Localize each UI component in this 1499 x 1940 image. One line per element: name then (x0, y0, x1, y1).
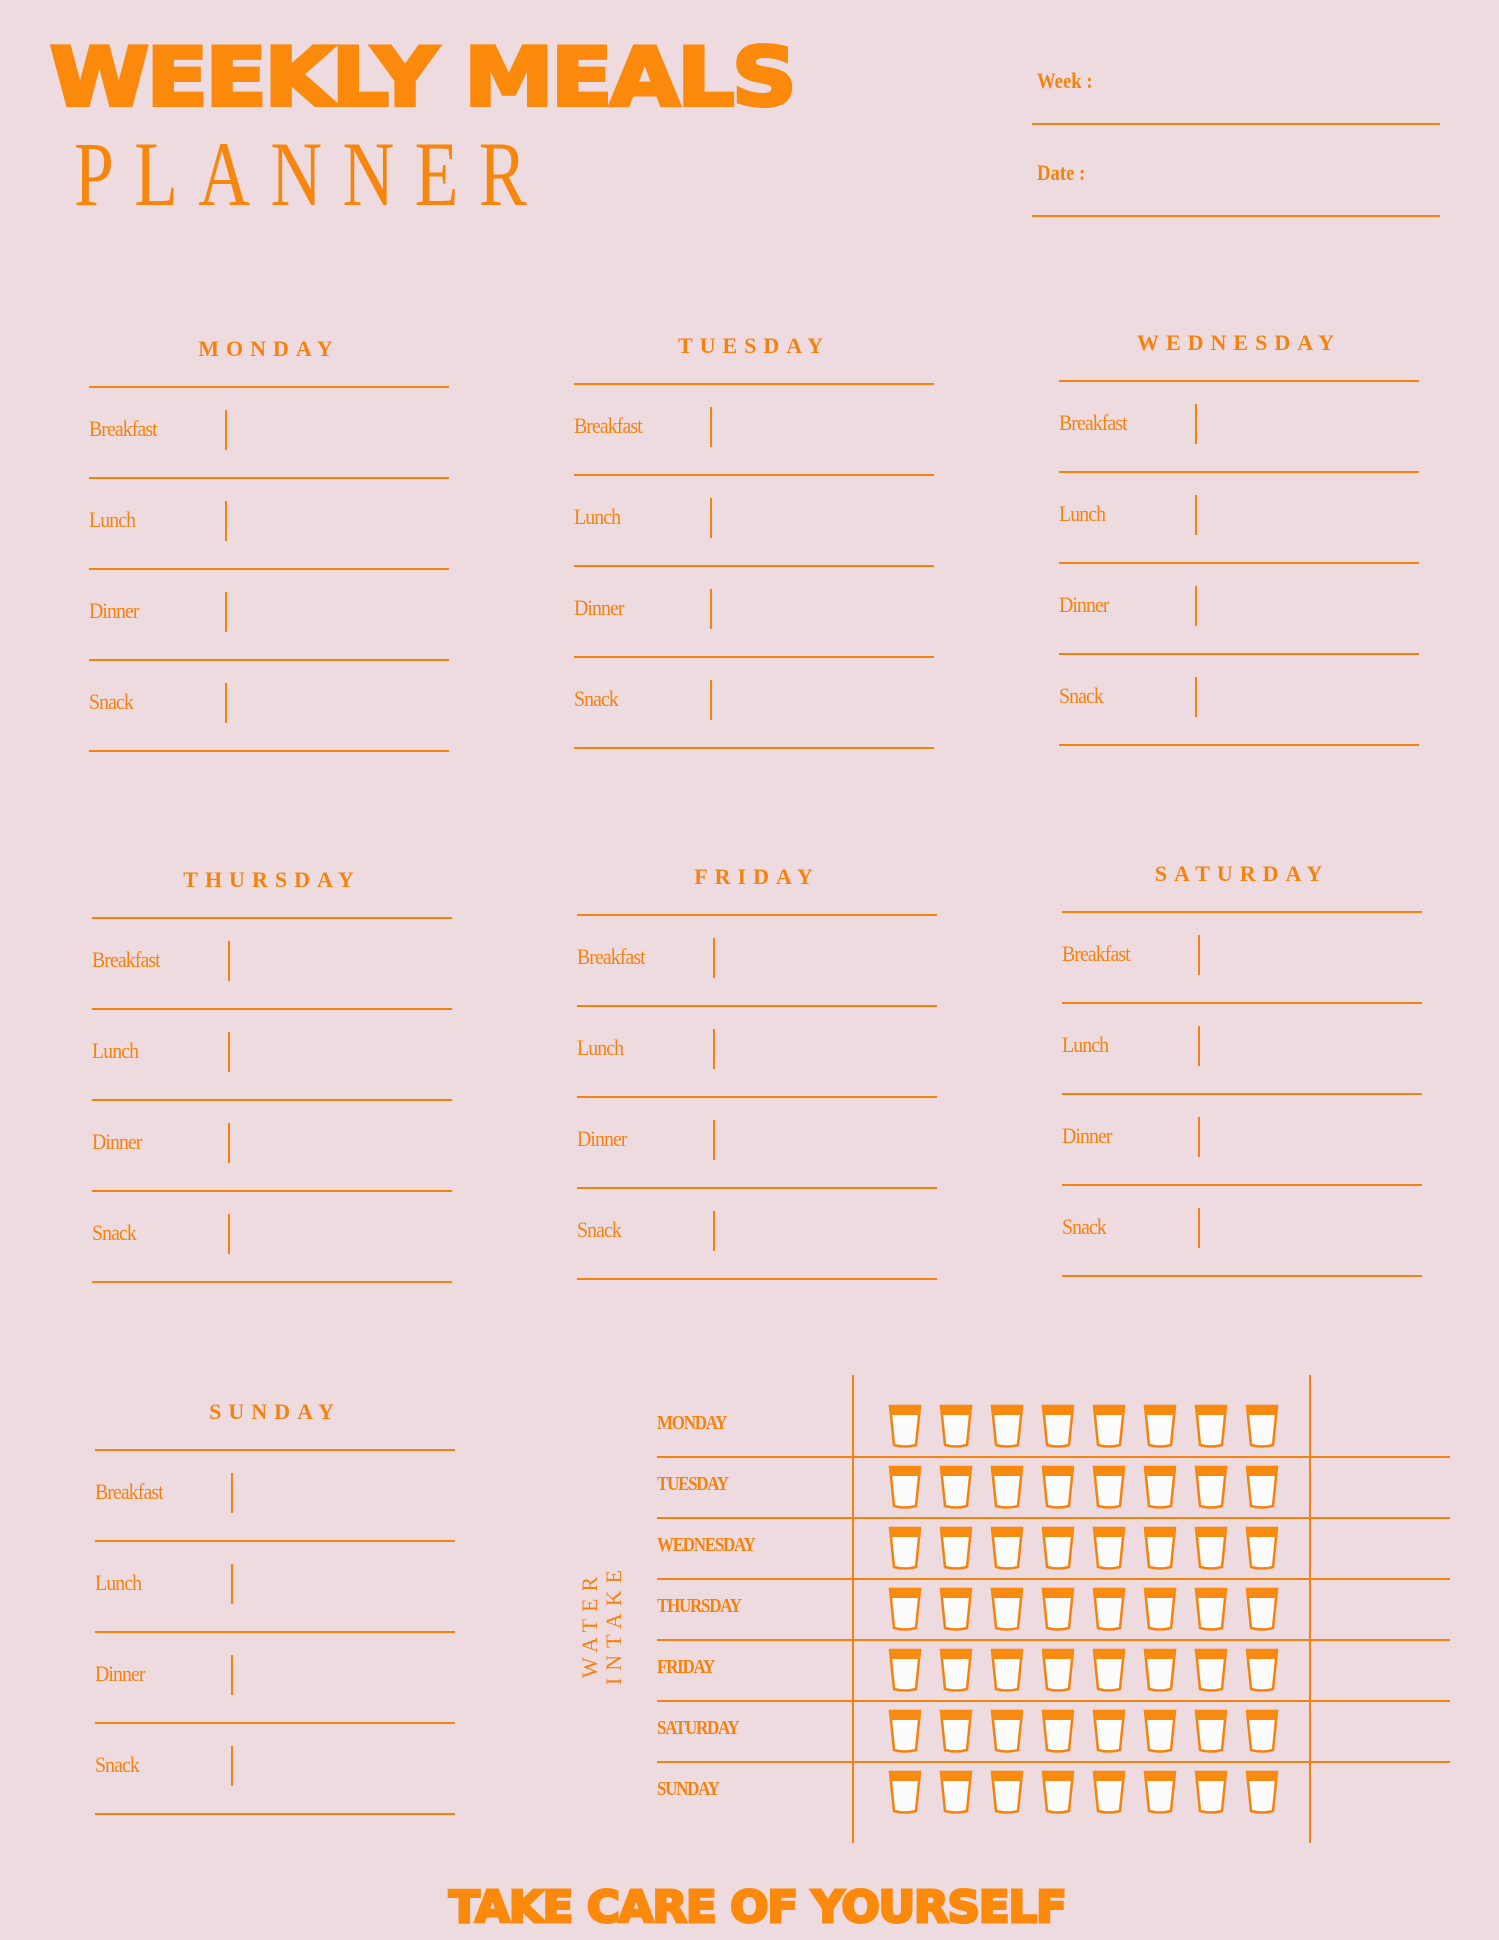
day-heading: THURSDAY (183, 867, 361, 892)
water-glass-icon[interactable] (1245, 1587, 1279, 1631)
meal-entry-line[interactable] (92, 1281, 452, 1283)
water-glass-icon[interactable] (888, 1648, 922, 1692)
water-glass-icon[interactable] (939, 1709, 973, 1753)
water-glass-icon[interactable] (1194, 1709, 1228, 1753)
divider (228, 1032, 230, 1072)
water-glass-icon[interactable] (1092, 1709, 1126, 1753)
divider (92, 917, 452, 919)
day-block-friday (577, 864, 937, 1298)
water-glass-icon[interactable] (990, 1709, 1024, 1753)
meal-entry-line[interactable] (95, 1813, 455, 1815)
water-day-label: MONDAY (657, 1412, 727, 1434)
divider (228, 941, 230, 981)
water-glass-icon[interactable] (990, 1404, 1024, 1448)
day-heading: WEDNESDAY (1136, 330, 1341, 355)
divider (1198, 1117, 1200, 1157)
water-glass-icon[interactable] (1143, 1648, 1177, 1692)
meal-label-dinner: Dinner (92, 1129, 142, 1154)
meal-entry-line[interactable] (89, 568, 449, 570)
divider (710, 407, 712, 447)
meal-label-lunch: Lunch (89, 507, 136, 532)
divider (713, 938, 715, 978)
water-glass-icon[interactable] (1041, 1648, 1075, 1692)
divider (95, 1449, 455, 1451)
day-block-saturday (1062, 861, 1422, 1295)
water-glass-icon[interactable] (888, 1404, 922, 1448)
page-title: WEEKLY MEALS (50, 31, 795, 124)
divider (1062, 911, 1422, 913)
water-glass-icon[interactable] (1041, 1465, 1075, 1509)
day-heading: SATURDAY (1154, 861, 1330, 886)
date-field[interactable] (1032, 215, 1440, 217)
day-block-sunday (95, 1399, 455, 1833)
meal-entry-line[interactable] (95, 1631, 455, 1633)
divider (1059, 380, 1419, 382)
divider (1195, 677, 1197, 717)
water-day-label: TUESDAY (657, 1473, 728, 1495)
meal-entry-line[interactable] (577, 1278, 937, 1280)
divider (1198, 935, 1200, 975)
water-glass-icon[interactable] (1194, 1526, 1228, 1570)
water-glass-icon[interactable] (990, 1526, 1024, 1570)
water-glass-icon[interactable] (939, 1587, 973, 1631)
water-glass-icon[interactable] (1194, 1404, 1228, 1448)
water-glass-icon[interactable] (1194, 1465, 1228, 1509)
day-heading: MONDAY (198, 336, 340, 361)
meal-entry-line[interactable] (1059, 562, 1419, 564)
meal-label-snack: Snack (89, 689, 133, 714)
water-glass-icon[interactable] (990, 1587, 1024, 1631)
meal-label-breakfast: Breakfast (577, 944, 645, 969)
water-glass-icon[interactable] (888, 1526, 922, 1570)
water-glass-icon[interactable] (1092, 1587, 1126, 1631)
water-day-label: FRIDAY (657, 1656, 714, 1678)
meal-label-dinner: Dinner (577, 1126, 627, 1151)
meal-label-dinner: Dinner (574, 595, 624, 620)
divider (1195, 586, 1197, 626)
divider (225, 410, 227, 450)
meal-label-breakfast: Breakfast (89, 416, 157, 441)
meal-label-lunch: Lunch (1062, 1032, 1109, 1057)
water-glass-icon[interactable] (1092, 1526, 1126, 1570)
divider (713, 1211, 715, 1251)
water-glass-icon[interactable] (1245, 1465, 1279, 1509)
date-label: Date : (1037, 160, 1086, 185)
meal-entry-line[interactable] (95, 1722, 455, 1724)
meal-label-breakfast: Breakfast (95, 1479, 163, 1504)
meal-entry-line[interactable] (1062, 1093, 1422, 1095)
water-glass-icon[interactable] (888, 1465, 922, 1509)
water-glass-icon[interactable] (1143, 1709, 1177, 1753)
water-day-label: THURSDAY (657, 1595, 741, 1617)
meal-entry-line[interactable] (1059, 744, 1419, 746)
water-day-label: SUNDAY (657, 1778, 719, 1800)
day-heading: TUESDAY (677, 333, 831, 358)
meal-label-snack: Snack (95, 1752, 139, 1777)
divider (89, 386, 449, 388)
meal-entry-line[interactable] (1059, 653, 1419, 655)
meal-label-breakfast: Breakfast (1062, 941, 1130, 966)
water-glass-icon[interactable] (1143, 1526, 1177, 1570)
divider (657, 1639, 1450, 1641)
water-glass-icon[interactable] (1194, 1648, 1228, 1692)
divider (1198, 1026, 1200, 1066)
water-glass-icon[interactable] (1143, 1404, 1177, 1448)
meal-label-snack: Snack (574, 686, 618, 711)
divider (225, 592, 227, 632)
water-glass-icon[interactable] (990, 1648, 1024, 1692)
divider (225, 683, 227, 723)
meal-label-lunch: Lunch (574, 504, 621, 529)
water-glass-icon[interactable] (1194, 1587, 1228, 1631)
page-subtitle: PLANNER (74, 123, 547, 225)
divider (1309, 1375, 1311, 1843)
water-glass-icon[interactable] (888, 1709, 922, 1753)
meal-entry-line[interactable] (92, 1190, 452, 1192)
water-glass-icon[interactable] (1245, 1526, 1279, 1570)
divider (710, 589, 712, 629)
meal-entry-line[interactable] (577, 1187, 937, 1189)
divider (657, 1517, 1450, 1519)
divider (577, 914, 937, 916)
divider (1195, 495, 1197, 535)
meal-label-breakfast: Breakfast (1059, 410, 1127, 435)
day-block-tuesday (574, 333, 934, 767)
meal-entry-line[interactable] (577, 1096, 937, 1098)
water-glass-icon[interactable] (1092, 1770, 1126, 1814)
meal-entry-line[interactable] (1062, 1184, 1422, 1186)
meal-entry-line[interactable] (95, 1540, 455, 1542)
meal-label-breakfast: Breakfast (92, 947, 160, 972)
water-glass-icon[interactable] (1245, 1648, 1279, 1692)
divider (228, 1123, 230, 1163)
water-glass-icon[interactable] (990, 1770, 1024, 1814)
water-day-label: SATURDAY (657, 1717, 739, 1739)
divider (710, 498, 712, 538)
water-day-label: WEDNESDAY (657, 1534, 755, 1556)
water-glass-icon[interactable] (1092, 1404, 1126, 1448)
meal-entry-line[interactable] (1062, 1275, 1422, 1277)
water-glass-icon[interactable] (939, 1770, 973, 1814)
meal-label-breakfast: Breakfast (574, 413, 642, 438)
day-block-thursday (92, 867, 452, 1301)
divider (713, 1029, 715, 1069)
water-glass-icon[interactable] (1041, 1587, 1075, 1631)
divider (657, 1456, 1450, 1458)
meal-label-lunch: Lunch (92, 1038, 139, 1063)
water-glass-icon[interactable] (1245, 1404, 1279, 1448)
water-intake-title: WATER INTAKE (577, 1562, 626, 1686)
meal-entry-line[interactable] (577, 1005, 937, 1007)
water-glass-icon[interactable] (1143, 1770, 1177, 1814)
divider (657, 1761, 1450, 1763)
water-glass-icon[interactable] (1041, 1404, 1075, 1448)
divider (231, 1746, 233, 1786)
meal-label-lunch: Lunch (1059, 501, 1106, 526)
meal-entry-line[interactable] (92, 1008, 452, 1010)
divider (231, 1564, 233, 1604)
meal-entry-line[interactable] (574, 474, 934, 476)
divider (710, 680, 712, 720)
water-glass-icon[interactable] (888, 1587, 922, 1631)
meal-label-lunch: Lunch (577, 1035, 624, 1060)
water-glass-icon[interactable] (990, 1465, 1024, 1509)
meal-label-snack: Snack (1059, 683, 1103, 708)
water-glass-icon[interactable] (1245, 1770, 1279, 1814)
meal-label-dinner: Dinner (1062, 1123, 1112, 1148)
meal-entry-line[interactable] (92, 1099, 452, 1101)
divider (231, 1473, 233, 1513)
meal-entry-line[interactable] (89, 477, 449, 479)
water-glass-icon[interactable] (1041, 1770, 1075, 1814)
meal-label-dinner: Dinner (1059, 592, 1109, 617)
week-label: Week : (1037, 68, 1093, 93)
water-glass-icon[interactable] (1143, 1465, 1177, 1509)
divider (657, 1578, 1450, 1580)
meal-entry-line[interactable] (89, 659, 449, 661)
divider (574, 383, 934, 385)
meal-entry-line[interactable] (574, 747, 934, 749)
meal-entry-line[interactable] (89, 750, 449, 752)
meal-entry-line[interactable] (1059, 471, 1419, 473)
meal-label-snack: Snack (577, 1217, 621, 1242)
water-glass-icon[interactable] (939, 1465, 973, 1509)
meal-entry-line[interactable] (1062, 1002, 1422, 1004)
day-heading: SUNDAY (209, 1399, 341, 1424)
divider (1195, 404, 1197, 444)
meal-entry-line[interactable] (574, 565, 934, 567)
water-glass-icon[interactable] (939, 1526, 973, 1570)
footer-slogan: TAKE CARE OF YOURSELF (449, 1882, 1066, 1933)
water-glass-icon[interactable] (1092, 1648, 1126, 1692)
meal-entry-line[interactable] (574, 656, 934, 658)
water-glass-icon[interactable] (888, 1770, 922, 1814)
divider (852, 1375, 854, 1843)
water-glass-icon[interactable] (1143, 1587, 1177, 1631)
day-heading: FRIDAY (694, 864, 820, 889)
day-block-wednesday (1059, 330, 1419, 764)
water-glass-icon[interactable] (1041, 1526, 1075, 1570)
water-glass-icon[interactable] (1041, 1709, 1075, 1753)
divider (225, 501, 227, 541)
divider (657, 1700, 1450, 1702)
water-glass-icon[interactable] (939, 1404, 973, 1448)
divider (713, 1120, 715, 1160)
divider (231, 1655, 233, 1695)
day-block-monday (89, 336, 449, 770)
meal-label-snack: Snack (92, 1220, 136, 1245)
water-glass-icon[interactable] (939, 1648, 973, 1692)
water-glass-icon[interactable] (1194, 1770, 1228, 1814)
meal-label-dinner: Dinner (89, 598, 139, 623)
meal-label-lunch: Lunch (95, 1570, 142, 1595)
meal-label-dinner: Dinner (95, 1661, 145, 1686)
divider (228, 1214, 230, 1254)
water-glass-icon[interactable] (1092, 1465, 1126, 1509)
week-field[interactable] (1032, 123, 1440, 125)
divider (1198, 1208, 1200, 1248)
meal-label-snack: Snack (1062, 1214, 1106, 1239)
water-glass-icon[interactable] (1245, 1709, 1279, 1753)
